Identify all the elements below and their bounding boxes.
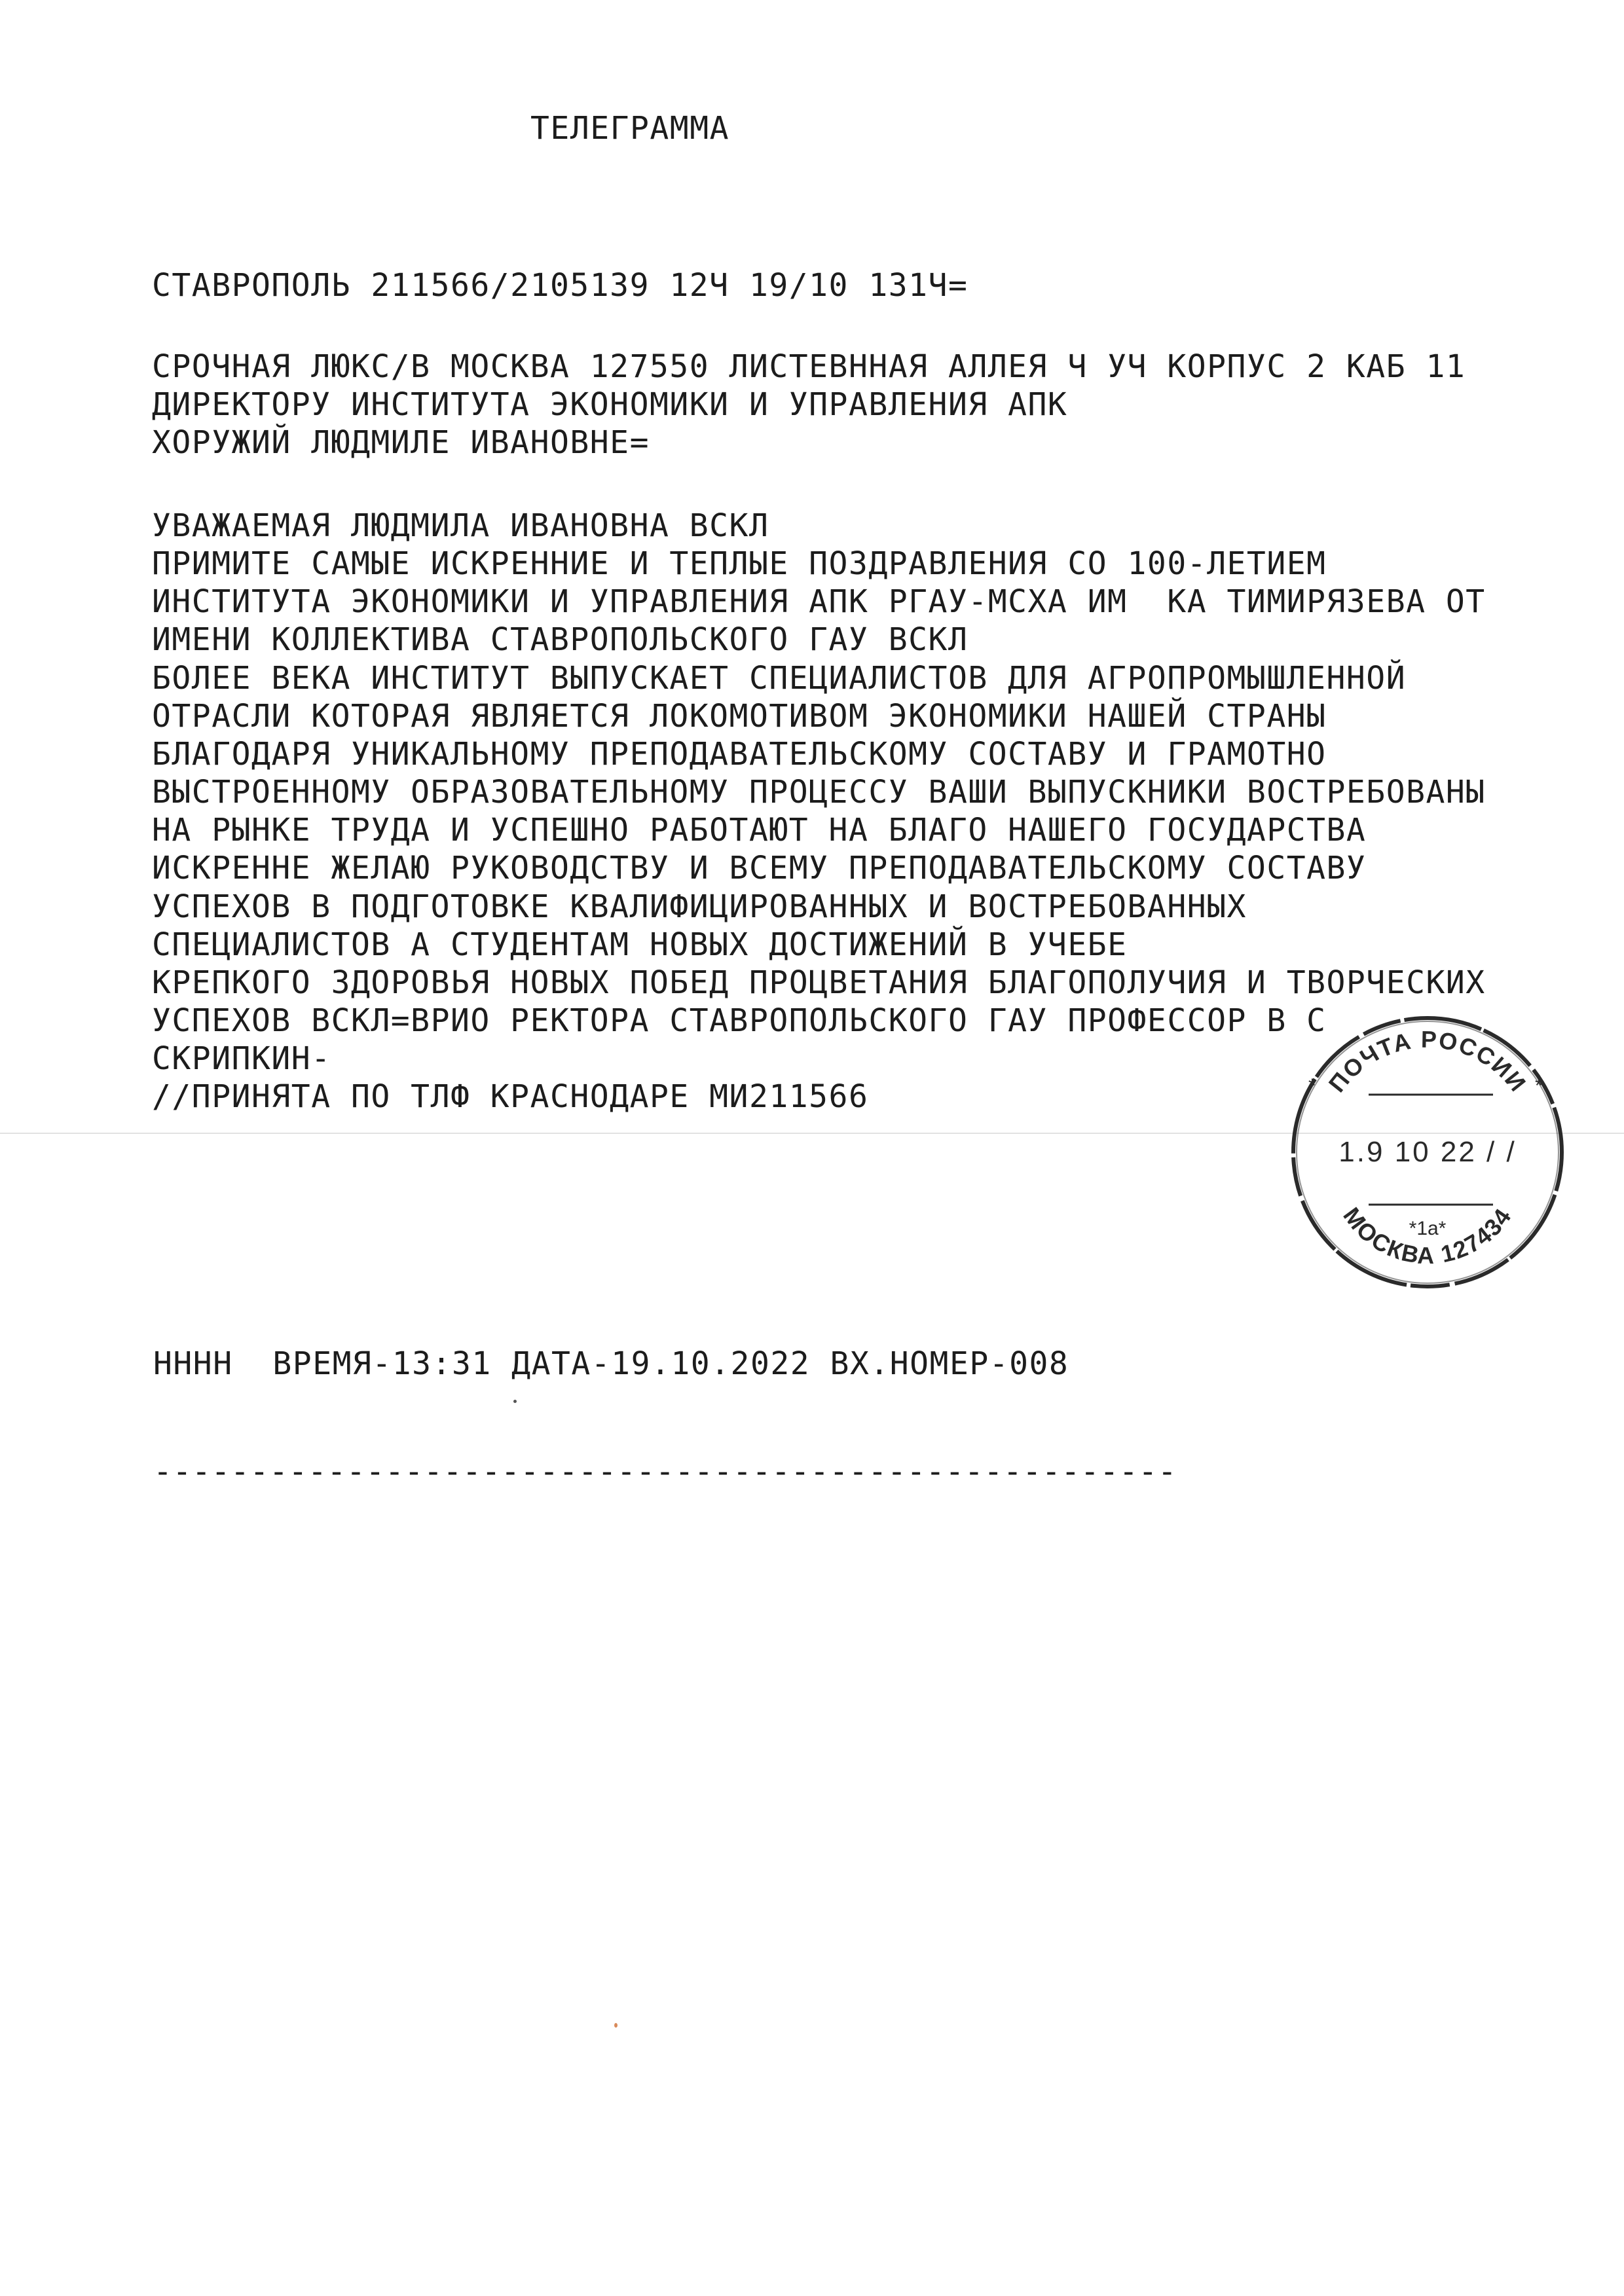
body-line: СПЕЦИАЛИСТОВ А СТУДЕНТАМ НОВЫХ ДОСТИЖЕНИЙ В УЧЕБЕ — [152, 926, 1128, 963]
signature-line: СКРИПКИН- — [152, 1040, 331, 1077]
address-line-1: СРОЧНАЯ ЛЮКС/В МОСКВА 127550 ЛИСТЕВННАЯ АЛЛЕЯ Ч УЧ КОРПУС 2 КАБ 11 — [152, 348, 1466, 385]
footer-line: НННН ВРЕМЯ-13:31 ДАТА-19.10.2022 ВХ.НОМЕР-008 — [153, 1345, 1069, 1382]
body-line: ОТРАСЛИ КОТОРАЯ ЯВЛЯЕТСЯ ЛОКОМОТИВОМ ЭКОНОМИКИ НАШЕЙ СТРАНЫ — [152, 698, 1327, 735]
address-line-3: ХОРУЖИЙ ЛЮДМИЛЕ ИВАНОВНЕ= — [152, 424, 650, 461]
stamp-top-text: ПОЧТА РОССИИ — [1323, 1025, 1532, 1097]
body-line: ИМЕНИ КОЛЛЕКТИВА СТАВРОПОЛЬСКОГО ГАУ ВСКЛ — [152, 621, 969, 658]
postal-stamp — [1283, 1008, 1572, 1296]
body-line: ИНСТИТУТА ЭКОНОМИКИ И УПРАВЛЕНИЯ АПК РГАУ-МСХА ИМ КА ТИМИРЯЗЕВА ОТ — [152, 583, 1486, 620]
stamp-bottom-text: МОСКВА 127434 — [1338, 1202, 1517, 1269]
body-line: ВЫСТРОЕННОМУ ОБРАЗОВАТЕЛЬНОМУ ПРОЦЕССУ ВАШИ ВЫПУСКНИКИ ВОСТРЕБОВАНЫ — [152, 774, 1486, 811]
ink-speck — [614, 2023, 618, 2028]
body-line: ИСКРЕННЕ ЖЕЛАЮ РУКОВОДСТВУ И ВСЕМУ ПРЕПОДАВАТЕЛЬСКОМУ СОСТАВУ — [152, 850, 1367, 886]
stamp-star-left: * — [1308, 1075, 1316, 1097]
received-by-line: //ПРИНЯТА ПО ТЛФ КРАСНОДАРЕ МИ211566 — [152, 1078, 869, 1115]
body-line: УВАЖАЕМАЯ ЛЮДМИЛА ИВАНОВНА ВСКЛ — [152, 507, 769, 544]
body-line: НА РЫНКЕ ТРУДА И УСПЕШНО РАБОТАЮТ НА БЛАГО НАШЕГО ГОСУДАРСТВА — [152, 812, 1367, 848]
body-line: БОЛЕЕ ВЕКА ИНСТИТУТ ВЫПУСКАЕТ СПЕЦИАЛИСТОВ ДЛЯ АГРОПРОМЫШЛЕННОЙ — [152, 660, 1407, 697]
body-line: УСПЕХОВ В ПОДГОТОВКЕ КВАЛИФИЦИРОВАННЫХ И ВОСТРЕБОВАННЫХ — [152, 888, 1247, 925]
stamp-star-right: * — [1535, 1075, 1543, 1097]
body-line: БЛАГОДАРЯ УНИКАЛЬНОМУ ПРЕПОДАВАТЕЛЬСКОМУ СОСТАВУ И ГРАМОТНО — [152, 736, 1327, 773]
ink-speck — [513, 1400, 517, 1403]
stamp-date: 1.9 10 22 / / — [1338, 1136, 1517, 1168]
body-line: УСПЕХОВ ВСКЛ=ВРИО РЕКТОРА СТАВРОПОЛЬСКОГО ГАУ ПРОФЕССОР В С — [152, 1002, 1327, 1039]
document-title: ТЕЛЕГРАММА — [530, 110, 729, 147]
address-line-2: ДИРЕКТОРУ ИНСТИТУТА ЭКОНОМИКИ И УПРАВЛЕНИЯ АПК — [152, 386, 1068, 423]
body-line: КРЕПКОГО ЗДОРОВЬЯ НОВЫХ ПОБЕД ПРОЦВЕТАНИЯ БЛАГОПОЛУЧИЯ И ТВОРЧЕСКИХ — [152, 964, 1486, 1001]
routing-line: СТАВРОПОЛЬ 211566/2105139 12Ч 19/10 131Ч= — [152, 267, 969, 304]
body-line: ПРИМИТЕ САМЫЕ ИСКРЕННИЕ И ТЕПЛЫЕ ПОЗДРАВЛЕНИЯ СО 100-ЛЕТИЕМ — [152, 545, 1327, 582]
footer-separator: ----------------------------------------------------- — [153, 1453, 1177, 1490]
stamp-office-code: *1а* — [1409, 1218, 1447, 1239]
